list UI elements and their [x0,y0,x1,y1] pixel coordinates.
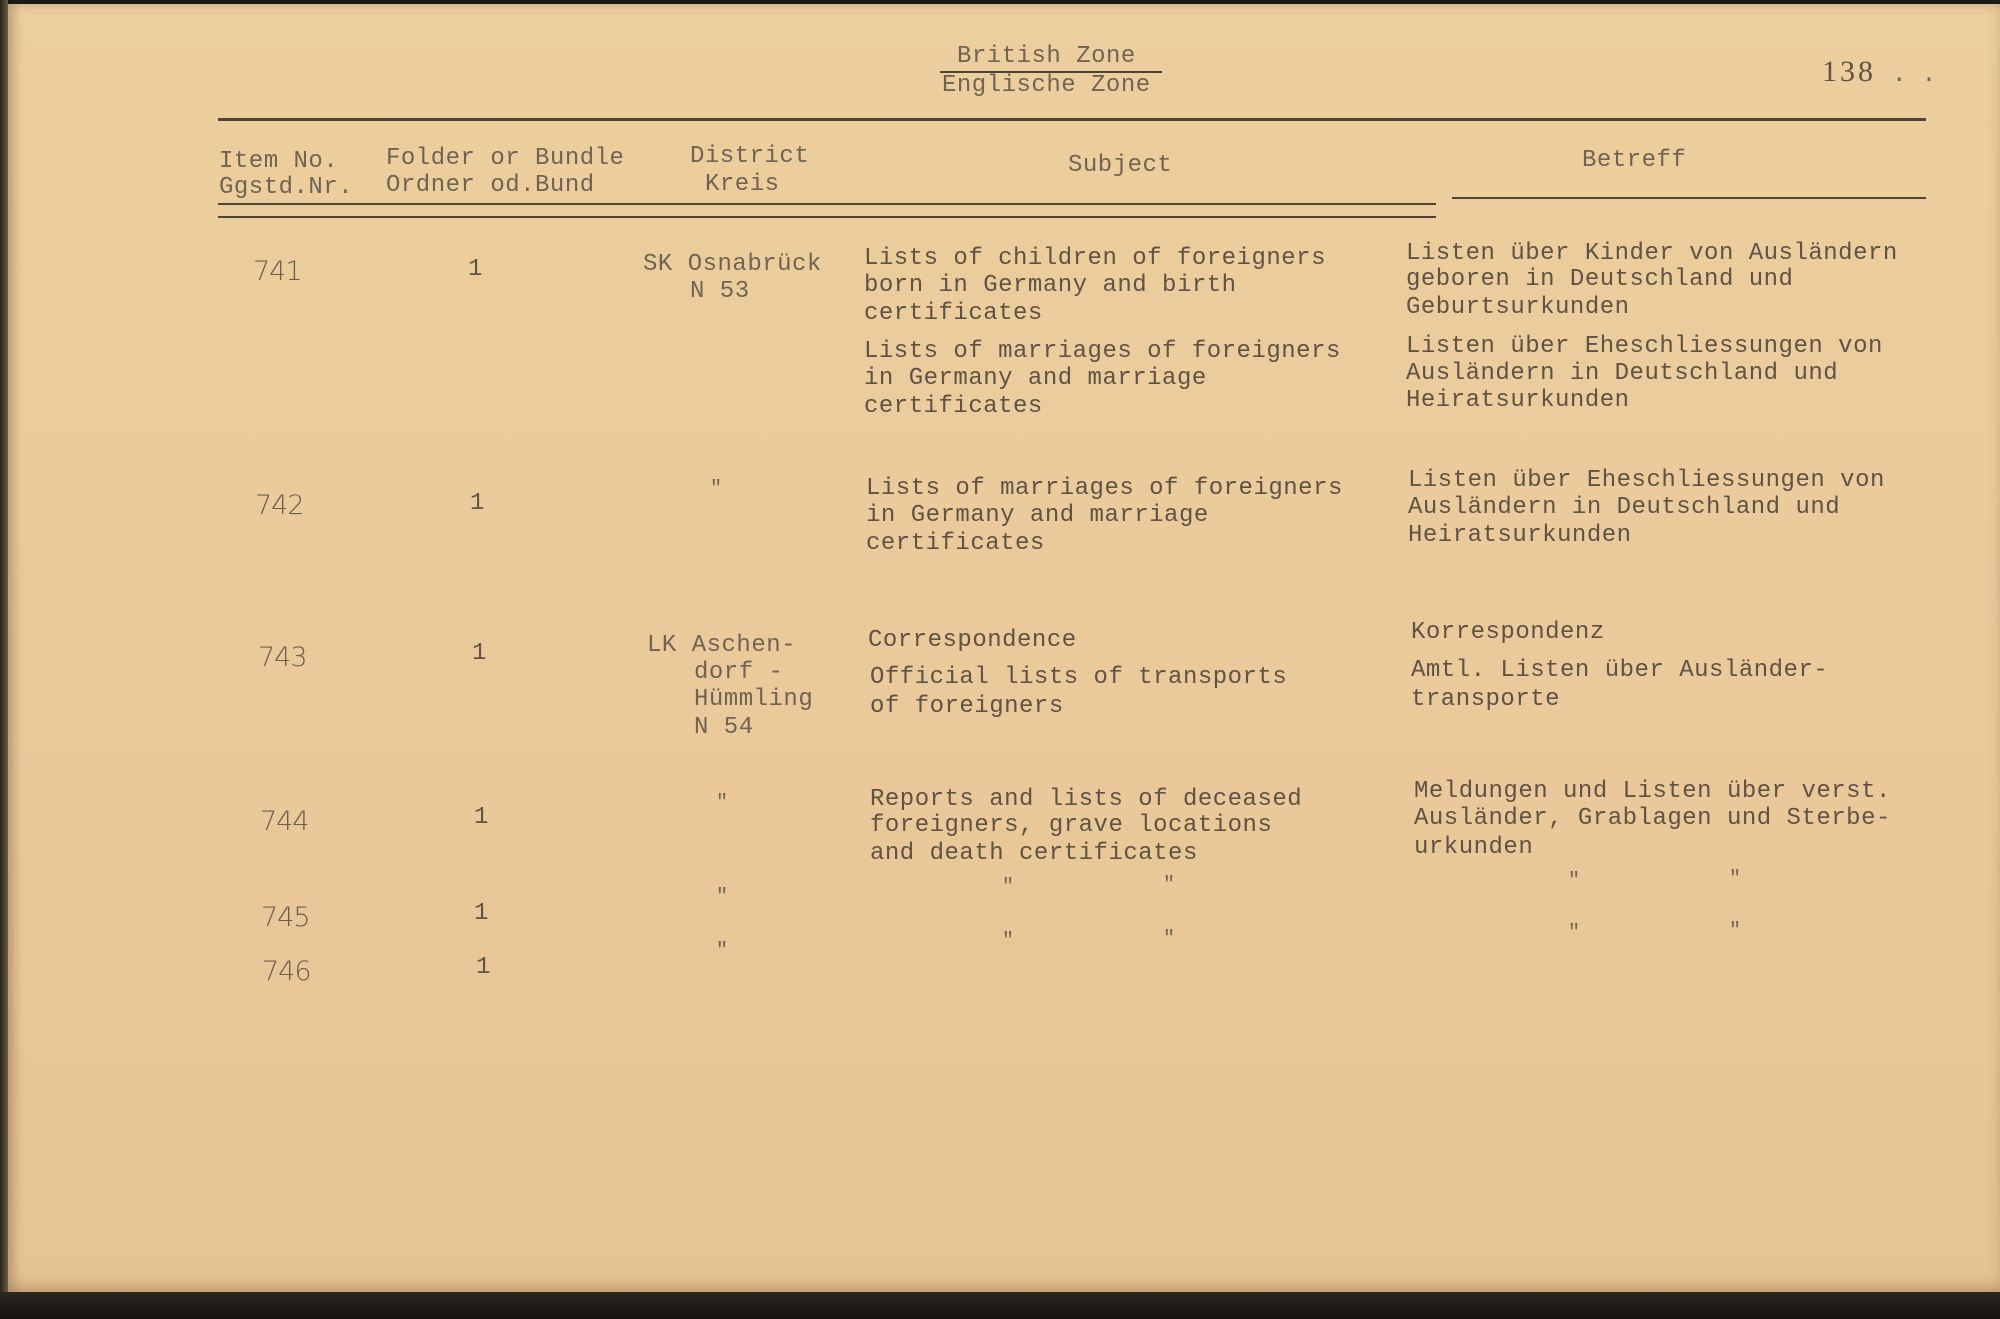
district-ditto-mark: " [716,792,729,815]
subject-line: Correspondence [868,627,1077,654]
subject-ditto-mark: " [1163,874,1176,897]
betreff-header-rule [1452,197,1926,199]
page-number: 138 [1822,55,1876,88]
betreff-line: Heiratsurkunden [1408,522,1632,549]
district: dorf - [694,659,784,686]
district-ditto-mark: " [716,886,729,909]
district: Hümmling [694,686,814,713]
column-header-subject: Subject [1068,152,1173,179]
betreff-line: urkunden [1414,834,1534,861]
column-header-district: District [690,143,810,170]
item-number: 744 [260,806,309,837]
betreff-line: Ausländer, Grablagen und Sterbe- [1414,805,1891,832]
district: LK Aschen- [647,632,797,659]
subject-line: Official lists of transports [870,664,1288,691]
betreff-line: Ausländern in Deutschland und [1406,360,1839,387]
subject-line: and death certificates [870,840,1198,867]
folder-count: 1 [468,256,483,283]
folder-count: 1 [474,804,489,831]
betreff-line: Listen über Kinder von Ausländern [1406,240,1898,267]
subject-line: of foreigners [870,693,1064,720]
column-header-betreff: Betreff [1582,147,1687,174]
betreff-ditto-mark: " [1568,870,1581,893]
folder-count: 1 [472,640,487,667]
subject-ditto-mark: " [1163,928,1176,951]
subject-line: foreigners, grave locations [870,812,1273,839]
subject-line: certificates [866,530,1045,557]
subject-line: born in Germany and birth [864,272,1237,299]
book-binding-edge [0,0,8,1319]
betreff-ditto-mark: " [1729,920,1742,943]
item-number: 743 [258,642,307,673]
betreff-line: Ausländern in Deutschland und [1408,494,1841,521]
table-header-bottom-rule [218,216,1436,218]
folder-count: 1 [474,900,489,927]
column-header-item-de: Ggstd.Nr. [219,174,354,201]
folder-count: 1 [470,490,485,517]
betreff-line: Listen über Eheschliessungen von [1406,333,1883,360]
zone-title-german: Englische Zone [942,72,1151,99]
column-header-district-de: Kreis [705,171,780,198]
column-header-folder: Folder or Bundle [386,145,625,172]
betreff-line: Korrespondenz [1411,619,1605,646]
betreff-line: Meldungen und Listen über verst. [1414,778,1891,805]
betreff-line: transporte [1411,686,1561,713]
betreff-line: geboren in Deutschland und [1406,266,1794,293]
item-number: 741 [253,256,302,287]
item-number: 746 [262,956,311,987]
column-header-item: Item No. [219,148,339,175]
column-header-folder-de: Ordner od.Bund [386,172,595,199]
page-bottom-edge [0,1292,2000,1319]
subject-line: certificates [864,393,1043,420]
betreff-line: Amtl. Listen über Ausländer- [1411,657,1829,684]
subject-line: in Germany and marriage [866,502,1209,529]
betreff-ditto-mark: " [1729,868,1742,891]
subject-line: Lists of children of foreigners [864,245,1326,272]
subject-ditto-mark: " [1002,930,1015,953]
district-code: N 54 [694,714,754,741]
item-number: 745 [261,902,310,933]
zone-title-english: British Zone [957,43,1136,70]
folder-count: 1 [476,954,491,981]
betreff-ditto-mark: " [1568,922,1581,945]
subject-line: certificates [864,300,1043,327]
subject-ditto-mark: " [1002,876,1015,899]
subject-line: Lists of marriages of foreigners [866,475,1343,502]
item-number: 742 [255,490,304,521]
district-code: N 53 [690,278,750,305]
subject-line: Lists of marriages of foreigners [864,338,1341,365]
betreff-line: Geburtsurkunden [1406,294,1630,321]
table-top-rule [218,118,1926,121]
district: SK Osnabrück [643,251,822,278]
betreff-line: Listen über Eheschliessungen von [1408,467,1885,494]
subject-line: Reports and lists of deceased [870,786,1303,813]
subject-line: in Germany and marriage [864,365,1207,392]
subject-header-rule [218,203,1436,205]
district-ditto-mark: " [716,940,729,963]
page-marks: . . [1892,62,1937,89]
district-ditto-mark: " [710,478,723,501]
betreff-line: Heiratsurkunden [1406,387,1630,414]
